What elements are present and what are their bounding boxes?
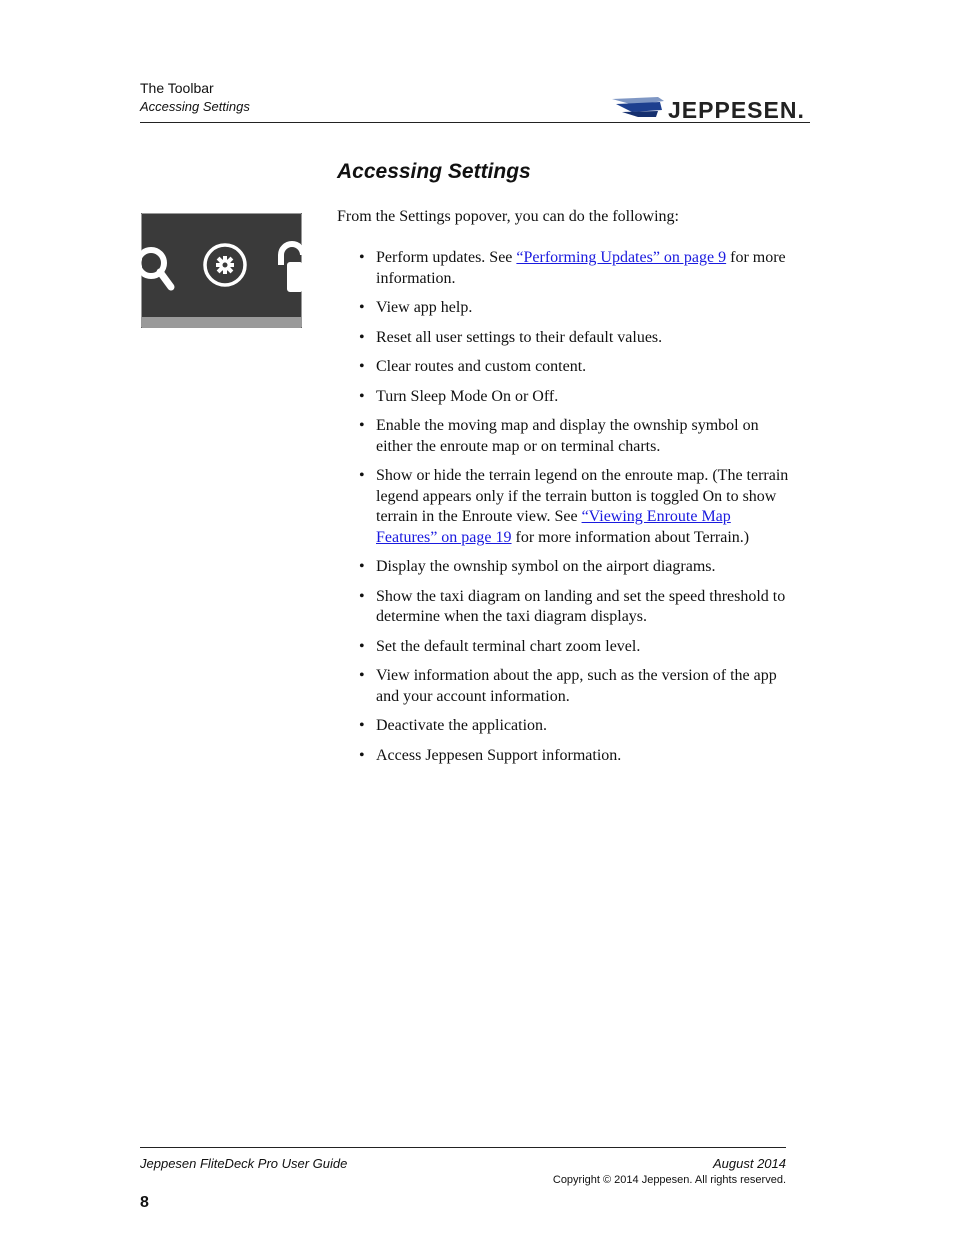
list-item: • Enable the moving map and display the ownship symbol on either the enroute map or on terminal charts. — [359, 417, 759, 455]
list-item: • Deactivate the application. — [359, 717, 548, 734]
list-item: • Clear routes and custom content. — [359, 358, 587, 375]
list-item: • Turn Sleep Mode On or Off. — [359, 387, 559, 405]
running-header-section: Accessing Settings — [140, 99, 250, 114]
jeppesen-logo — [612, 97, 814, 121]
list-item: • Reset all user settings to their default values. — [359, 328, 663, 346]
running-header-chapter: The Toolbar — [140, 80, 214, 96]
page-title: Accessing Settings — [337, 160, 531, 183]
list-item: • View information about the app, such as the version of the app and your account information. — [359, 667, 777, 705]
footer-copyright: Copyright © 2014 Jeppesen. All rights reserved. — [552, 1174, 786, 1186]
list-item: • Display the ownship symbol on the airport diagrams. — [359, 558, 716, 575]
logo-text: JEPPESEN. — [668, 97, 805, 121]
list-item: • Access Jeppesen Support information. — [359, 746, 622, 764]
performing-updates-link[interactable]: “Performing Updates” on page 9 — [516, 249, 727, 266]
toolbar-screenshot — [141, 213, 302, 328]
footer-guide-title: Jeppesen FliteDeck Pro User Guide — [140, 1156, 348, 1171]
footer-date: August 2014 — [712, 1156, 786, 1171]
list-item: • Perform updates. See “Performing Updates” on page 9 for more information. — [359, 249, 786, 287]
page-number: 8 — [140, 1194, 149, 1211]
list-item: • View app help. — [359, 299, 473, 316]
intro-paragraph: From the Settings popover, you can do the following: — [337, 208, 679, 225]
settings-options-list — [359, 248, 791, 775]
footer-rule — [140, 1147, 786, 1148]
header-rule — [140, 122, 810, 123]
viewing-enroute-map-link[interactable]: “Viewing Enroute Map Features” on page 19 — [376, 508, 731, 546]
list-item: • Show or hide the terrain legend on the enroute map. (The terrain legend appears only if the terrain button is toggled On to show terrain in the Enroute view. See “Viewing Enroute Map Features” on page 19 for more information about Terrain.) — [359, 467, 789, 546]
list-item: • Set the default terminal chart zoom level. — [359, 637, 641, 655]
list-item: • Show the taxi diagram on landing and set the speed threshold to determine when the taxi diagram displays. — [359, 587, 786, 625]
